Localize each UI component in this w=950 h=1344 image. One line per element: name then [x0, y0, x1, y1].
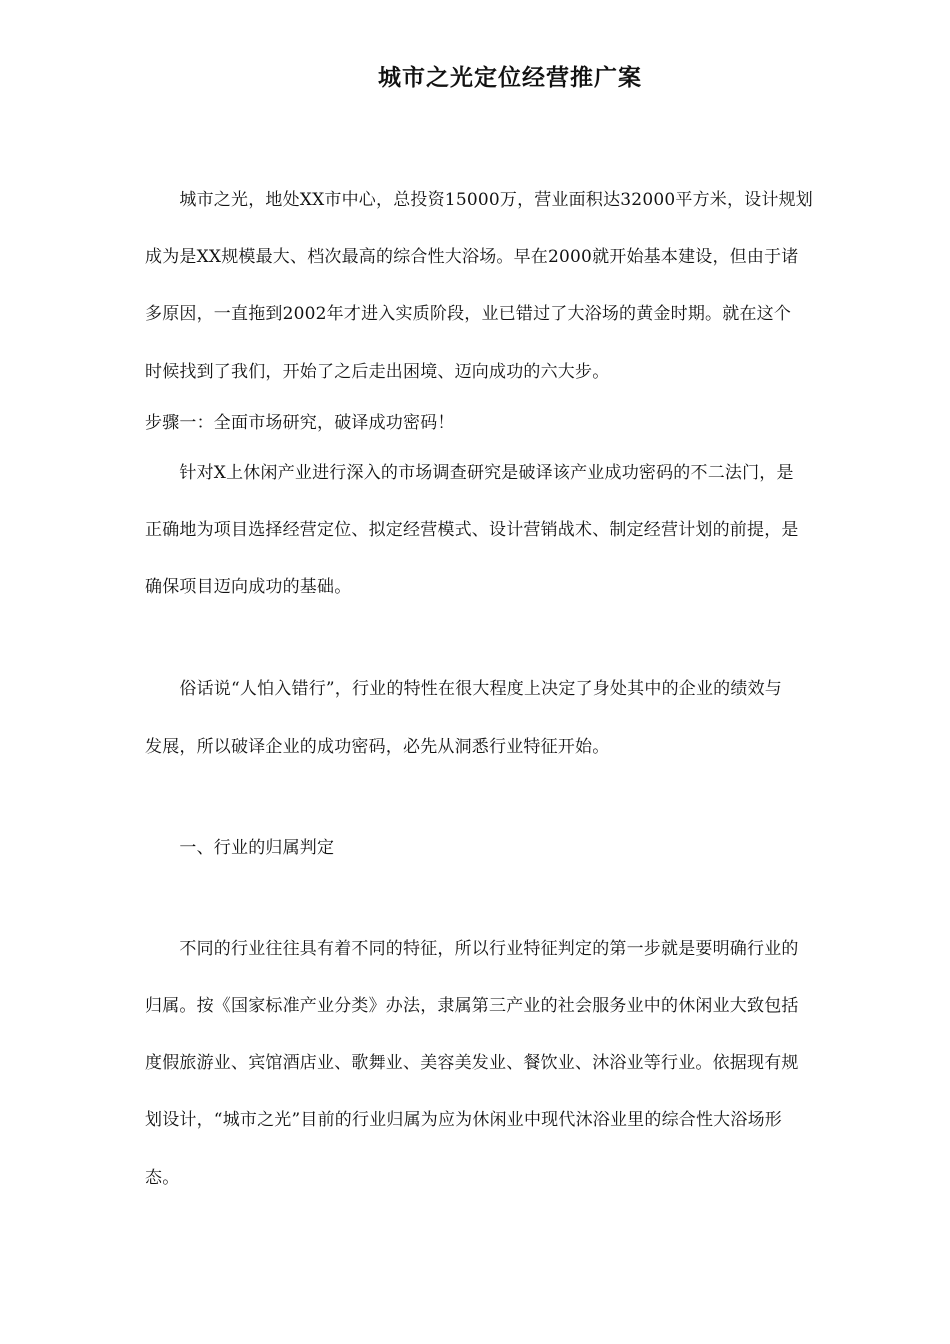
- paragraph-line: 多原因，一直拖到2002年才进入实质阶段，业已错过了大浴场的黄金时期。就在这个: [145, 304, 792, 324]
- paragraph-line: 划设计，“城市之光”目前的行业归属为应为休闲业中现代沐浴业里的综合性大浴场形: [145, 1110, 782, 1130]
- paragraph-line: 针对X上休闲产业进行深入的市场调查研究是破译该产业成功密码的不二法门，是: [145, 463, 794, 483]
- step-heading: 步骤一：全面市场研究，破译成功密码！: [145, 413, 455, 433]
- section-heading: 一、行业的归属判定: [145, 838, 335, 858]
- document-title: 城市之光定位经营推广案: [378, 64, 642, 91]
- paragraph-line: 不同的行业往往具有着不同的特征，所以行业特征判定的第一步就是要明确行业的: [145, 939, 799, 959]
- paragraph-line: 态。: [145, 1168, 180, 1188]
- paragraph-line: 度假旅游业、宾馆酒店业、歌舞业、美容美发业、餐饮业、沐浴业等行业。依据现有规: [145, 1053, 799, 1073]
- paragraph-line: 归属。按《国家标准产业分类》办法，隶属第三产业的社会服务业中的休闲业大致包括: [145, 996, 799, 1016]
- paragraph-line: 确保项目迈向成功的基础。: [145, 577, 352, 597]
- paragraph-line: 俗话说“人怕入错行”，行业的特性在很大程度上决定了身处其中的企业的绩效与: [145, 679, 782, 699]
- paragraph-line: 成为是XX规模最大、档次最高的综合性大浴场。早在2000就开始基本建设，但由于诸: [145, 247, 799, 267]
- paragraph-line: 城市之光，地处XX市中心，总投资15000万，营业面积达32000平方米，设计规划: [145, 190, 813, 210]
- paragraph-line: 发展，所以破译企业的成功密码，必先从洞悉行业特征开始。: [145, 737, 610, 757]
- paragraph-line: 时候找到了我们，开始了之后走出困境、迈向成功的六大步。: [145, 362, 610, 382]
- paragraph-line: 正确地为项目选择经营定位、拟定经营模式、设计营销战术、制定经营计划的前提，是: [145, 520, 799, 540]
